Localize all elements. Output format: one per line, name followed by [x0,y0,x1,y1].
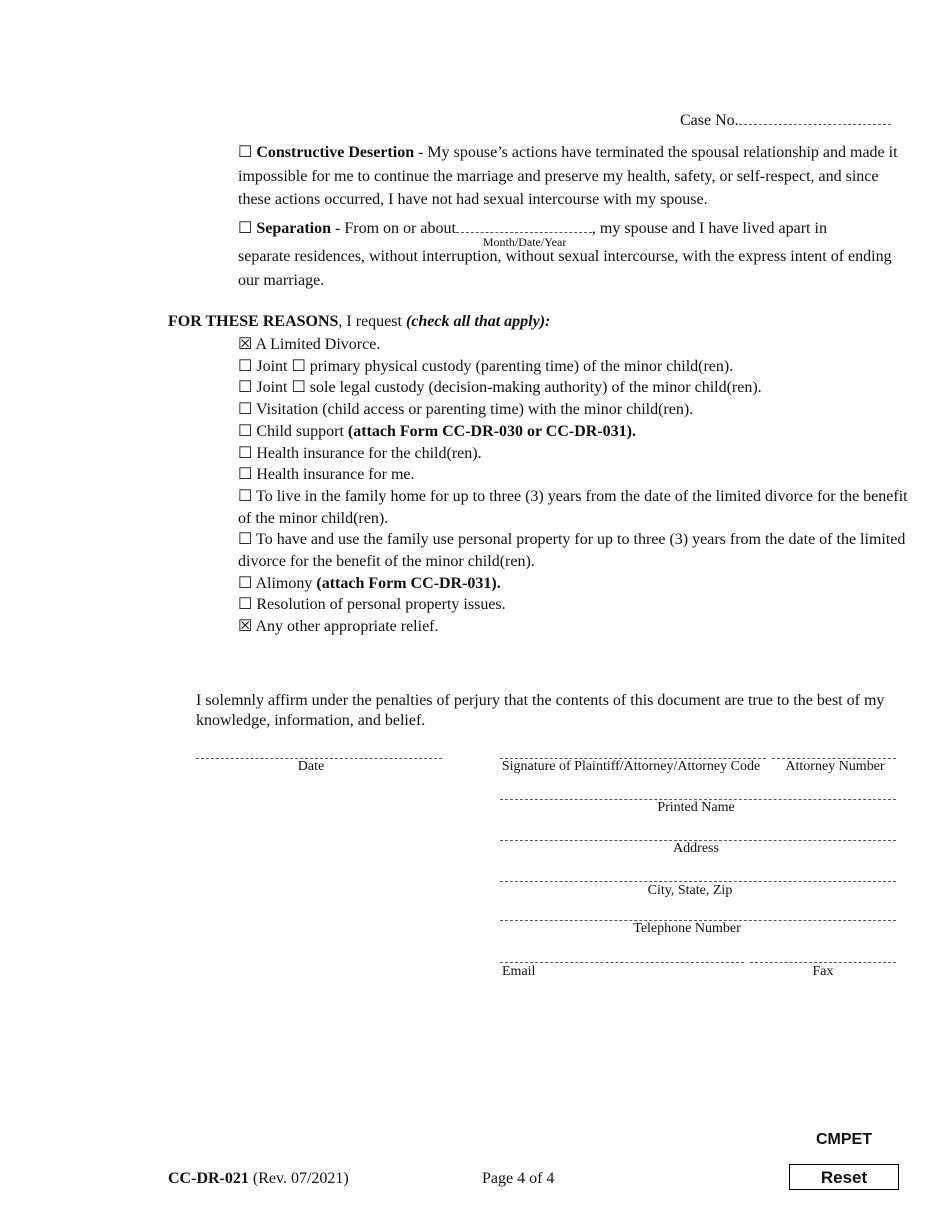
reason-checkbox[interactable]: ☐ [238,422,253,440]
reasons-heading-italic: (check all that apply): [405,313,551,330]
reason-item: ☐ Health insurance for the child(ren). [238,444,482,462]
reason-item: ☒ A Limited Divorce. [238,336,381,353]
ground-separation [238,217,913,292]
reason-item: ☐ To live in the family home for up to three (3) years from the date of the limited divorce for the benefit of the minor child(ren). [238,487,908,527]
reason-checkbox[interactable]: ☒ [238,336,253,353]
signature-label: Signature of Plaintiff/Attorney/Attorney Code [501,759,761,774]
reset-button[interactable]: Reset [789,1164,899,1190]
reason-checkbox[interactable]: ☐ [238,596,253,614]
reason-checkbox[interactable]: ☐ [238,466,253,484]
telephone-label: Telephone Number [633,921,741,936]
case-number [680,112,891,130]
reason-item: ☐ Resolution of personal property issues. [238,596,506,614]
reason-item: ☐ Joint ☐ sole legal custody (decision-making authority) of the minor child(ren). [238,379,762,397]
email-label: Email [502,964,536,979]
separation-date-field[interactable] [456,218,592,249]
email-line[interactable] [500,962,744,963]
reason-item: ☐ Child support (attach Form CC-DR-030 or CC-DR-031). [238,422,636,440]
reason-checkbox[interactable]: ☐ [238,531,253,549]
constructive-desertion-title: Constructive Desertion [256,144,415,161]
separation-checkbox[interactable]: ☐ [238,220,253,237]
reasons-heading-bold: FOR THESE REASONS [168,313,339,330]
printed-name-label: Printed Name [657,800,735,815]
reason-item: ☐ Health insurance for me. [238,466,415,484]
form-revision: (Rev. 07/2021) [248,1170,349,1187]
attorney-number-label: Attorney Number [785,759,885,774]
reasons-heading-plain: , I request [338,313,406,330]
form-code [168,1170,349,1188]
reason-item: ☒ Any other appropriate relief. [238,618,439,636]
reason-checkbox[interactable]: ☐ [238,357,253,375]
date-label: Date [297,759,325,774]
city-line[interactable] [500,881,896,882]
address-label: Address [673,841,719,856]
reason-item: ☐ Visitation (child access or parenting time) with the minor child(ren). [238,401,694,419]
fax-label: Fax [812,964,834,979]
fax-line[interactable] [750,962,896,963]
reason-checkbox[interactable]: ☐ [238,487,253,505]
reason-item: ☐ To have and use the family use personal property for up to three (3) years from the date of the limited divorce for the benefit of the minor child(ren). [238,531,906,571]
separation-text-after: , my spouse and I have lived apart in [591,220,827,237]
reason-checkbox[interactable]: ☐ [238,444,253,462]
form-code-id: CC-DR-021 [168,1170,249,1187]
reason-checkbox[interactable]: ☐ [238,574,253,592]
separation-title: Separation [256,220,332,237]
constructive-desertion-text: - My spouse’s actions have terminated the spousal relationship and made it impossible for me to continue the marriage and preserve my health, safety, or self-respect, and since these actions occurred, I have not had sexual intercourse with my spouse. [238,144,898,208]
separation-date-hint: Month/Date/Year [482,235,567,249]
city-label: City, State, Zip [647,883,733,898]
case-no-field[interactable] [739,112,891,125]
case-no-label: Case No. [680,112,739,129]
reasons-heading [168,313,550,331]
constructive-desertion-checkbox[interactable]: ☐ [238,144,253,161]
reason-item: ☐ Joint ☐ primary physical custody (parenting time) of the minor child(ren). [238,357,734,375]
reason-checkbox[interactable]: ☐ [238,379,253,397]
ground-constructive-desertion [238,141,913,212]
cmpet-label: CMPET [816,1131,872,1148]
reasons-list [238,334,918,638]
separation-text-before: - From on or about [331,220,456,237]
reason-checkbox[interactable]: ☒ [238,618,253,636]
reason-checkbox[interactable]: ☐ [238,401,253,419]
page-number: Page 4 of 4 [482,1170,555,1187]
affirmation-text: I solemnly affirm under the penalties of perjury that the contents of this document are true to the best of my knowledge, information, and belief. [196,692,885,729]
reason-item: ☐ Alimony (attach Form CC-DR-031). [238,574,501,592]
separation-text-cont: separate residences, without interruption, without sexual intercourse, with the express intent of ending our marriage. [238,248,892,289]
